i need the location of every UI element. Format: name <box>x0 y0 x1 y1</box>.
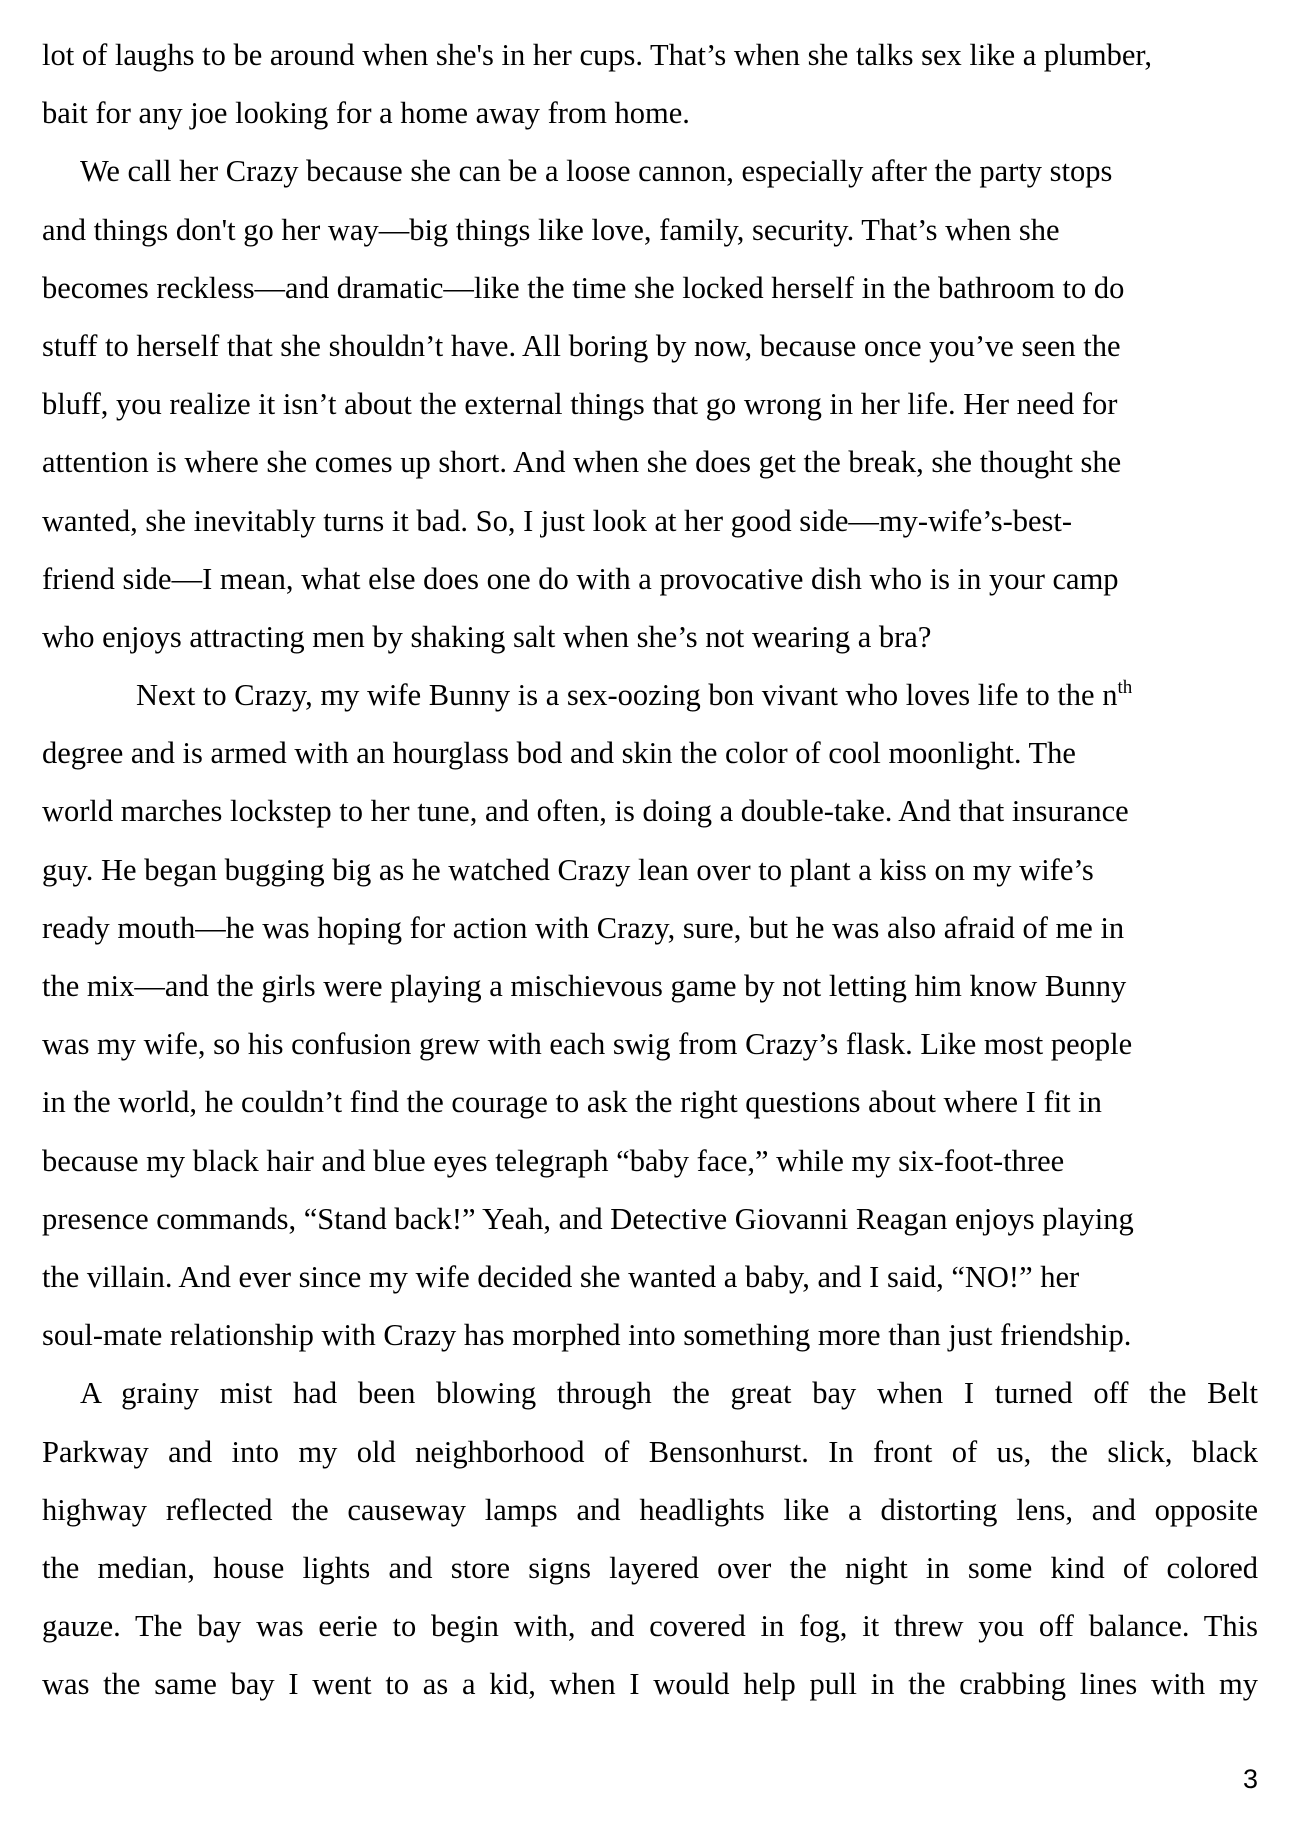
text-line: gauze. The bay was eerie to begin with, and covered in fog, it threw you off balance. This <box>42 1609 1258 1644</box>
text-line: the villain. And ever since my wife decided she wanted a baby, and I said, “NO!” her <box>42 1259 1080 1294</box>
text-line: in the world, he couldn’t find the courage to ask the right questions about where I fit in <box>42 1085 1102 1120</box>
body-text <box>42 26 1258 1713</box>
text-line: bait for any joe looking for a home away from home. <box>42 96 690 131</box>
text-line: the mix—and the girls were playing a mischievous game by not letting him know Bunny <box>42 969 1127 1003</box>
text-line: friend side—I mean, what else does one do with a provocative dish who is in your camp <box>42 561 1119 596</box>
paragraph-start-line: We call her Crazy because she can be a loose cannon, especially after the party stops <box>80 154 1113 189</box>
text-line: becomes reckless—and dramatic—like the time she locked herself in the bathroom to do <box>42 270 1125 305</box>
text-line: attention is where she comes up short. And when she does get the break, she thought she <box>42 445 1122 480</box>
text-line: guy. He began bugging big as he watched Crazy lean over to plant a kiss on my wife’s <box>42 852 1094 887</box>
ordinal-superscript: th <box>1117 677 1133 699</box>
text-line: Parkway and into my old neighborhood of Bensonhurst. In front of us, the slick, black <box>42 1434 1258 1469</box>
line-text: Next to Crazy, my wife Bunny is a sex-oozing bon vivant who loves life to the n <box>136 678 1118 713</box>
text-line: soul-mate relationship with Crazy has morphed into something more than just friendship. <box>42 1318 1132 1353</box>
text-line: was the same bay I went to as a kid, when I would help pull in the crabbing lines with my <box>42 1667 1258 1702</box>
paragraph-start-line <box>42 666 1258 724</box>
text-line: because my black hair and blue eyes telegraph “baby face,” while my six-foot-three <box>42 1143 1065 1178</box>
text-line: bluff, you realize it isn’t about the external things that go wrong in her life. Her need for <box>42 387 1118 422</box>
text-line: lot of laughs to be around when she's in her cups. That’s when she talks sex like a plumber, <box>42 38 1152 72</box>
text-line: stuff to herself that she shouldn’t have. All boring by now, because once you’ve seen the <box>42 328 1121 363</box>
text-line: and things don't go her way—big things like love, family, security. That’s when she <box>42 212 1060 247</box>
text-line: presence commands, “Stand back!” Yeah, and Detective Giovanni Reagan enjoys playing <box>42 1201 1134 1236</box>
paragraph-start-line: A grainy mist had been blowing through the great bay when I turned off the Belt <box>80 1376 1258 1411</box>
text-line: who enjoys attracting men by shaking salt when she’s not wearing a bra? <box>42 619 932 654</box>
text-line: the median, house lights and store signs layered over the night in some kind of colored <box>42 1550 1258 1585</box>
text-line: ready mouth—he was hoping for action with Crazy, sure, but he was also afraid of me in <box>42 910 1125 945</box>
page-number: 3 <box>1242 1764 1258 1794</box>
text-line: was my wife, so his confusion grew with each swig from Crazy’s flask. Like most people <box>42 1027 1133 1062</box>
text-line: world marches lockstep to her tune, and often, is doing a double-take. And that insurance <box>42 794 1129 829</box>
text-line: wanted, she inevitably turns it bad. So, I just look at her good side—my-wife’s-best- <box>42 503 1073 538</box>
text-line: degree and is armed with an hourglass bod and skin the color of cool moonlight. The <box>42 736 1076 771</box>
text-line: highway reflected the causeway lamps and headlights like a distorting lens, and opposite <box>42 1492 1258 1527</box>
